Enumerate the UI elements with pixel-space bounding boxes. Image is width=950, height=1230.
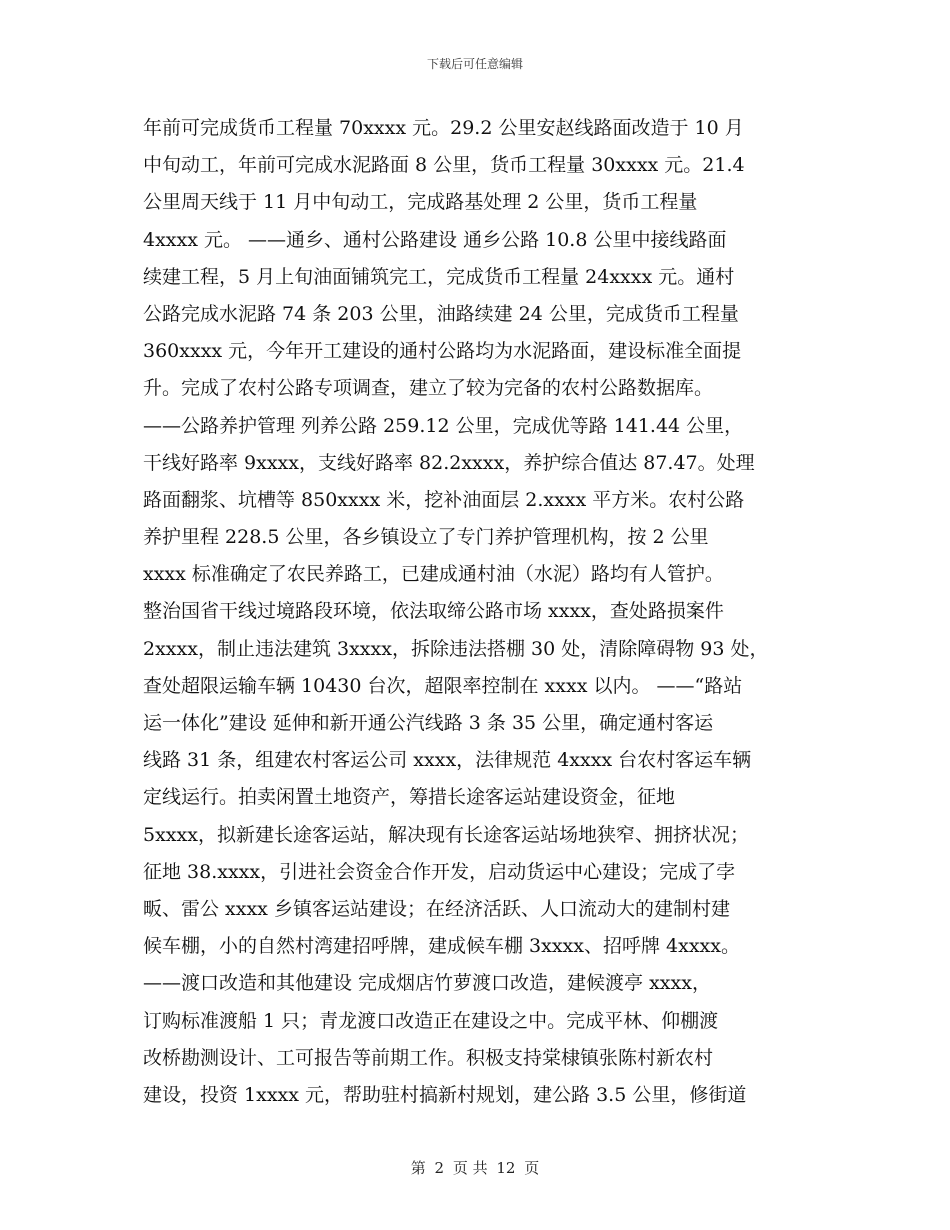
text-line: 候车棚，小的自然村湾建招呼牌，建成候车棚 3xxxx、招呼牌 4xxxx。 xyxy=(143,935,740,958)
text-line: 征地 38.xxxx，引进社会资金合作开发，启动货运中心建设；完成了孛 xyxy=(143,860,736,883)
text-line: 路面翻浆、坑槽等 850xxxx 米，挖补油面层 2.xxxx 平方米。农村公路 xyxy=(143,488,745,511)
text-line: 建设，投资 1xxxx 元，帮助驻村搞新村规划，建公路 3.5 公里，修街道 xyxy=(143,1083,747,1106)
text-line: 续建工程，5 月上旬油面铺筑完工，完成货币工程量 24xxxx 元。通村 xyxy=(143,265,735,288)
text-line: 公路完成水泥路 74 条 203 公里，油路续建 24 公里，完成货币工程量 xyxy=(143,302,739,325)
text-line: 定线运行。拍卖闲置土地资产，筹措长途客运站建设资金，征地 xyxy=(143,786,676,809)
text-line: 升。完成了农村公路专项调查，建立了较为完备的农村公路数据库。 xyxy=(143,377,714,400)
text-line: 订购标准渡船 1 只；青龙渡口改造正在建设之中。完成平林、仰棚渡 xyxy=(143,1009,719,1032)
text-line: 2xxxx，制止违法建筑 3xxxx，拆除违法搭棚 30 处，清除障碍物 93 处， xyxy=(143,637,769,660)
footer-prefix: 第 xyxy=(410,1159,426,1177)
document-body xyxy=(143,110,823,1114)
total-page-count: 12 xyxy=(496,1159,516,1177)
text-line: 年前可完成货币工程量 70xxxx 元。29.2 公里安赵线路面改造于 10 月 xyxy=(143,117,744,139)
text-line: 公里周天线于 11 月中旬动工，完成路基处理 2 公里，货币工程量 xyxy=(143,191,698,214)
text-line: ——公路养护管理 列养公路 259.12 公里，完成优等路 141.44 公里， xyxy=(143,414,744,437)
text-line: 干线好路率 9xxxx，支线好路率 82.2xxxx，养护综合值达 87.47。处理 xyxy=(143,451,755,474)
page-header: 下载后可任意编辑 xyxy=(426,57,523,71)
text-line: 5xxxx，拟新建长途客运站，解决现有长途客运站场地狭窄、拥挤状况； xyxy=(143,823,749,846)
footer-middle: 页 共 xyxy=(452,1159,488,1177)
text-line: 线路 31 条，组建农村客运公司 xxxx，法律规范 4xxxx 台农村客运车辆 xyxy=(143,749,752,772)
text-line: 养护里程 228.5 公里，各乡镇设立了专门养护管理机构，按 2 公里 xyxy=(143,526,709,549)
current-page-number: 2 xyxy=(434,1159,445,1177)
text-line: 改桥勘测设计、工可报告等前期工作。积极支持棠棣镇张陈村新农村 xyxy=(143,1046,714,1069)
text-line: 畈、雷公 xxxx 乡镇客运站建设；在经济活跃、人口流动大的建制村建 xyxy=(143,897,730,920)
text-line: 360xxxx 元，今年开工建设的通村公路均为水泥路面，建设标准全面提 xyxy=(143,340,742,363)
text-line: 查处超限运输车辆 10430 台次，超限率控制在 xxxx 以内。 ——“路站 xyxy=(143,674,743,697)
page-footer xyxy=(0,1157,950,1178)
text-line: 整治国省干线过境路段环境，依法取缔公路市场 xxxx，查处路损案件 xyxy=(143,600,724,623)
text-line: ——渡口改造和其他建设 完成烟店竹萝渡口改造，建候渡亭 xxxx， xyxy=(143,972,711,995)
text-line: 中旬动工，年前可完成水泥路面 8 公里，货币工程量 30xxxx 元。21.4 xyxy=(143,154,745,177)
text-line: xxxx 标准确定了农民养路工，已建成通村油（水泥）路均有人管护。 xyxy=(143,563,724,586)
footer-suffix: 页 xyxy=(524,1159,540,1177)
text-line: 4xxxx 元。 ——通乡、通村公路建设 通乡公路 10.8 公里中接线路面 xyxy=(143,228,727,251)
text-line: 运一体化”建设 延伸和新开通公汽线路 3 条 35 公里，确定通村客运 xyxy=(143,712,714,734)
